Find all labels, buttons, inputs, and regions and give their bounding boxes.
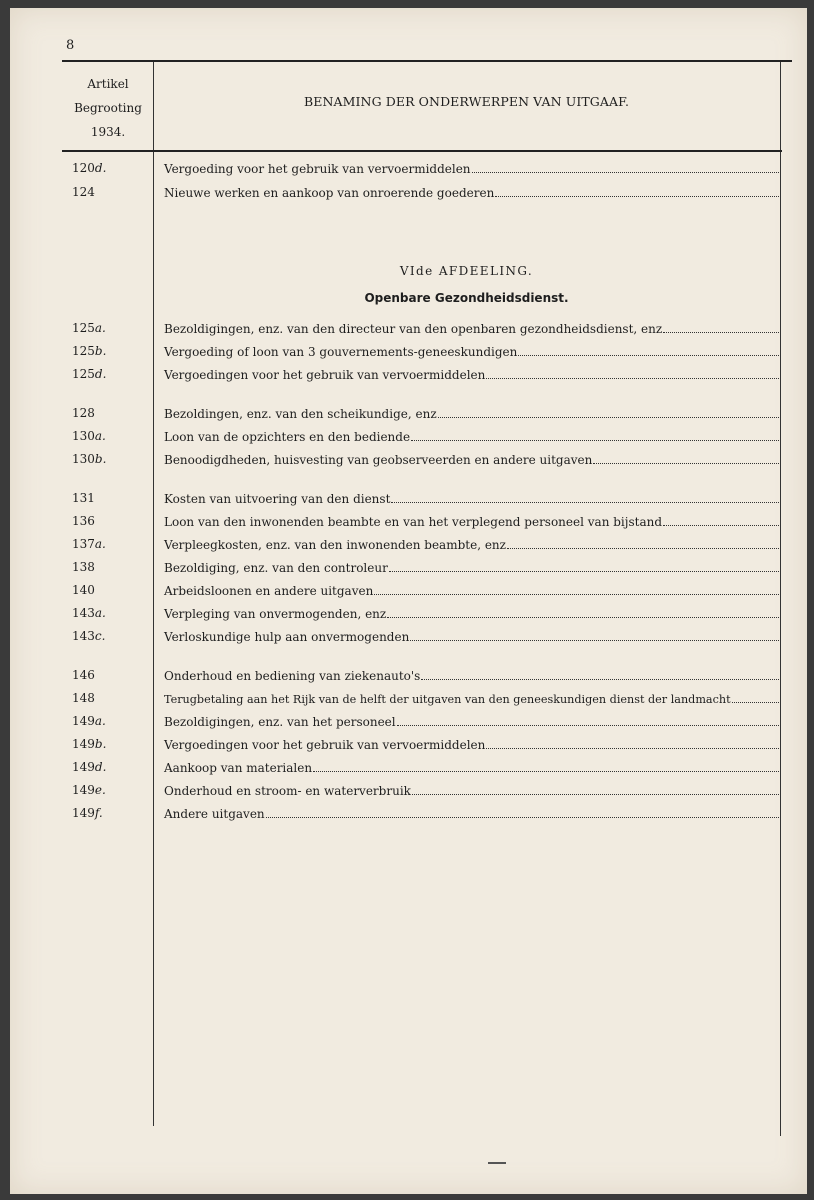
article-number: 149f. [72,806,103,820]
artikel-header-line2: Begrooting [74,101,142,115]
leader-dots [593,449,779,464]
article-number: 136 [72,514,95,528]
row-description: Bezoldiging, enz. van den controleur [164,561,388,575]
table-row [10,757,807,777]
row-description: Bezoldigingen, enz. van den directeur van den openbaren gezondheidsdienst, enz [164,322,663,336]
row-description: Nieuwe werken en aankoop van onroerende goederen [164,186,495,200]
article-number: 138 [72,560,95,574]
leader-dots [663,511,779,526]
article-number: 125d. [72,367,107,381]
leader-dots [507,534,779,549]
leader-dots [387,603,779,618]
table-row [10,488,807,508]
artikel-header-line3: 1934. [90,125,126,139]
leader-dots [486,364,779,379]
artikel-header-line1: Artikel [87,77,129,91]
table-row [10,803,807,823]
leader-dots [421,665,779,680]
table-row [10,182,807,202]
row-description: Andere uitgaven [164,807,265,821]
leader-dots [518,341,779,356]
article-number: 148 [72,691,95,705]
leader-dots [391,488,779,503]
row-description: Loon van den inwonenden beambte en van het verplegend personeel van bijstand [164,515,663,529]
row-description: Vergoeding voor het gebruik van vervoermiddelen [164,162,471,176]
row-description: Verloskundige hulp aan onvermogenden [164,630,410,644]
table-row [10,449,807,469]
row-description: Onderhoud en stroom- en waterverbruik [164,784,411,798]
row-description: Verpleging van onvermogenden, enz [164,607,387,621]
document-page [10,8,807,1194]
bottom-mark [488,1158,506,1164]
table-row [10,318,807,338]
leader-dots [438,403,779,418]
leader-dots [266,803,779,818]
article-number: 124 [72,185,95,199]
article-number: 131 [72,491,95,505]
article-number: 149a. [72,714,106,728]
table-row [10,426,807,446]
article-number: 143a. [72,606,106,620]
row-description: Vergoedingen voor het gebruik van vervoermiddelen [164,368,486,382]
table-row [10,511,807,531]
article-number: 120d. [72,161,107,175]
row-description: Arbeidsloonen en andere uitgaven [164,584,374,598]
table-row [10,557,807,577]
row-description: Vergoeding of loon van 3 gouvernements-geneeskundigen [164,345,518,359]
article-number: 140 [72,583,95,597]
leader-dots [389,557,779,572]
article-number: 125b. [72,344,107,358]
table-row [10,626,807,646]
leader-dots [472,158,779,173]
article-number: 143c. [72,629,106,643]
row-description: Loon van de opzichters en den bediende [164,430,411,444]
row-description: Verpleegkosten, enz. van den inwonenden beambte, enz [164,538,506,552]
article-number: 128 [72,406,95,420]
article-number: 137a. [72,537,106,551]
row-description: Onderhoud en bediening van ziekenauto's [164,669,421,683]
leader-dots [732,688,779,703]
table-row [10,711,807,731]
leader-dots [374,580,779,595]
row-description: Bezoldigingen, enz. van het personeel [164,715,396,729]
article-number: 149b. [72,737,107,751]
header-rule [62,150,782,152]
article-number: 125a. [72,321,106,335]
leader-dots [313,757,779,772]
table-row [10,603,807,623]
leader-dots [495,182,779,197]
table-row [10,780,807,800]
table-header-title: BENAMING DER ONDERWERPEN VAN UITGAAF. [303,94,630,109]
article-number: 130b. [72,452,107,466]
table-row [10,534,807,554]
leader-dots [397,711,779,726]
row-description: Vergoedingen voor het gebruik van vervoermiddelen [164,738,486,752]
section-title: VIde AFDEELING. [399,264,534,278]
article-number: 149e. [72,783,106,797]
leader-dots [410,626,779,641]
row-description: Terugbetaling aan het Rijk van de helft der uitgaven van den geneeskundigen dienst der landmacht [164,693,731,706]
leader-dots [663,318,779,333]
leader-dots [412,780,779,795]
row-description: Aankoop van materialen [164,761,313,775]
row-description: Benoodigdheden, huisvesting van geobserveerden en andere uitgaven [164,453,593,467]
section-subtitle: Openbare Gezondheidsdienst. [364,291,569,305]
table-row [10,403,807,423]
leader-dots [411,426,779,441]
artikel-column-header [66,72,150,144]
article-number: 130a. [72,429,106,443]
article-number: 149d. [72,760,107,774]
article-number: 146 [72,668,95,682]
table-row [10,734,807,754]
table-row [10,364,807,384]
table-row [10,158,807,178]
top-rule [62,60,792,62]
leader-dots [486,734,779,749]
table-row [10,341,807,361]
table-row [10,580,807,600]
table-row [10,665,807,685]
table-row [10,688,807,708]
page-number: 8 [66,38,75,53]
row-description: Kosten van uitvoering van den dienst [164,492,391,506]
row-description: Bezoldingen, enz. van den scheikundige, enz [164,407,437,421]
